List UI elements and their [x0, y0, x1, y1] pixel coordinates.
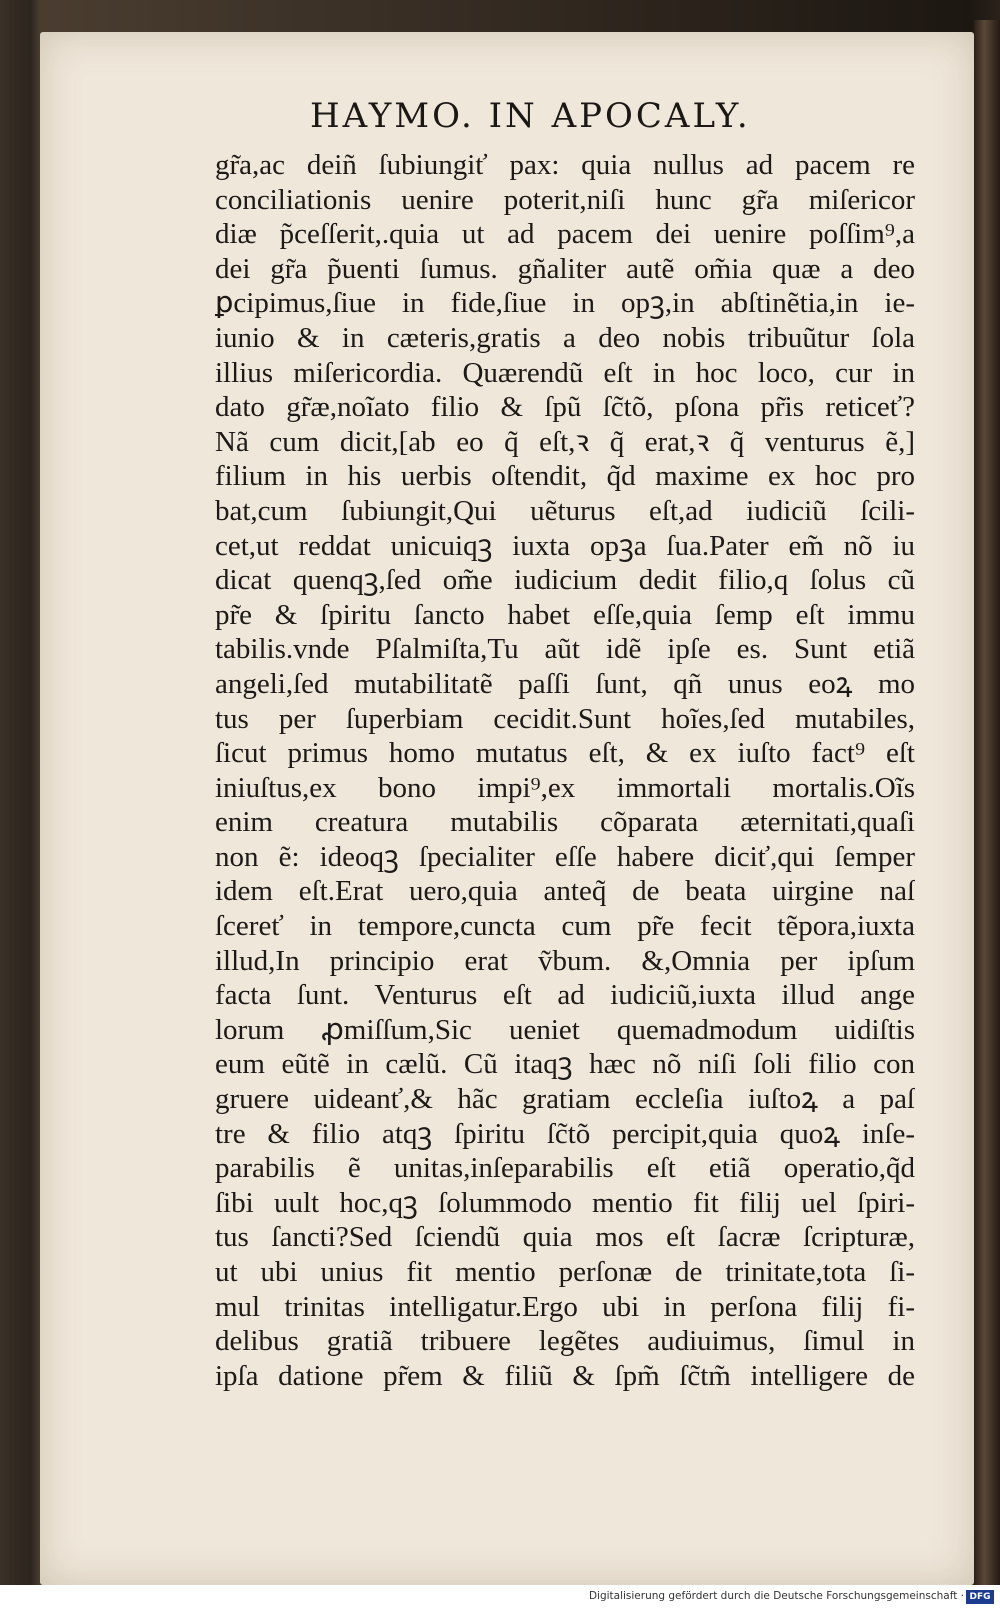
text-line: enim creatura mutabilis cõparata æternitati,quaſi [215, 806, 915, 839]
text-line: non ẽ: ideoqꝫ ſpecialiter eſſe habere diciť,qui ſemper [215, 840, 915, 873]
text-line: iunio & in cæteris,gratis a deo nobis tribuũtur ſola [215, 321, 915, 354]
text-line: tus per ſuperbiam cecidit.Sunt hoĩes,ſed mutabiles, [215, 702, 915, 735]
text-line: dato gr̃æ,noĩato filio & ſpũ ſc̃tõ, pſona pr̃is reticeť? [215, 391, 915, 424]
text-line: gruere uideanť,& hãc gratiam eccleſia iuſtoꝝ a paſ [215, 1083, 915, 1116]
text-line: facta ſunt. Venturus eſt ad iudiciũ,iuxta illud ange [215, 979, 915, 1012]
text-line: ſibi uult hoc,qꝫ ſolummodo mentio fit filij uel ſpiri- [215, 1186, 915, 1219]
text-line: eum eũtẽ in cælũ. Cũ itaqꝫ hæc nõ niſi ſoli filio con [215, 1048, 915, 1081]
text-line: Nã cum dicit,[ab eo q̃ eſt,ꝛ q̃ erat,ꝛ q̃ venturus ẽ,] [215, 425, 915, 458]
text-line: pr̃e & ſpiritu ſancto habet eſſe,quia ſemp eſt immu [215, 598, 915, 631]
text-line: dicat quenqꝫ,ſed om̃e iudicium dedit filio,q ſolus cũ [215, 564, 915, 597]
text-line: gr̃a,ac deiñ ſubiungiť pax: quia nullus ad pacem re [215, 149, 915, 181]
text-line: tus ſancti?Sed ſciendũ quia mos eſt ſacræ ſcripturæ, [215, 1221, 915, 1254]
text-line: delibus gratiã tribuere legẽtes audiuimus, ſimul in [215, 1325, 915, 1358]
text-line: tre & filio atqꝫ ſpiritu ſc̃tõ percipit,quia quoꝝ inſe- [215, 1117, 915, 1150]
text-line: iniuſtus,ex bono impi⁹,ex immortali mortalis.Oĩs [215, 771, 915, 804]
text-line: diæ p̃ceſſerit,.quia ut ad pacem dei uenire poſſim⁹,a [215, 218, 915, 251]
text-line: lorum ꝓmiſſum,Sic ueniet quemadmodum uidiſtis [215, 1013, 915, 1046]
body-text [215, 148, 915, 1393]
footer-credit: Digitalisierung gefördert durch die Deutsche Forschungsgemeinschaft · [588, 1590, 964, 1602]
text-line: dei gr̃a p̃uenti ſumus. gñaliter autẽ om̃ia quæ a deo [215, 252, 915, 285]
text-line: idem eſt.Erat uero,quia anteq̃ de beata uirgine naſ [215, 875, 915, 908]
text-line: tabilis.vnde Pſalmiſta,Tu aũt idẽ ipſe es. Sunt etiã [215, 633, 915, 666]
text-line: parabilis ẽ unitas,inſeparabilis eſt etiã operatio,q̃d [215, 1152, 915, 1185]
text-line: conciliationis uenire poterit,niſi hunc gr̃a miſericor [215, 183, 915, 216]
text-line: illius miſericordia. Quærendũ eſt in hoc loco, cur in [215, 356, 915, 389]
text-line: filium in his uerbis oſtendit, q̃d maxime ex hoc pro [215, 460, 915, 493]
dfg-logo-icon: DFG [966, 1590, 994, 1604]
text-line: bat,cum ſubiungit,Qui uẽturus eſt,ad iudiciũ ſcili- [215, 494, 915, 527]
text-line: illud,In principio erat ṽbum. &,Omnia per ipſum [215, 944, 915, 977]
text-line: ut ubi unius fit mentio perſonæ de trinitate,tota ſi- [215, 1256, 915, 1288]
running-head: HAYMO. IN APOCALY. [310, 96, 751, 136]
text-line: ipſa datione pr̃em & filiũ & ſpm̃ ſc̃tm̃ intelligere de [215, 1359, 915, 1392]
book-edge [974, 20, 1000, 1585]
text-line: ſcereť in tempore,cuncta cum pr̃e fecit tẽpora,iuxta [215, 910, 915, 943]
text-line: cet,ut reddat unicuiqꝫ iuxta opꝫa ſua.Pater em̃ nõ iu [215, 529, 915, 562]
text-line: mul trinitas intelligatur.Ergo ubi in perſona filij fi- [215, 1290, 915, 1323]
text-line: angeli,ſed mutabilitatẽ paſſi ſunt, qñ unus eoꝝ mo [215, 667, 915, 700]
text-line: ꝑcipimus,ſiue in fide,ſiue in opꝫ,in abſtinẽtia,in ie- [215, 287, 915, 320]
text-line: ſicut primus homo mutatus eſt, & ex iuſto fact⁹ eſt [215, 737, 915, 770]
